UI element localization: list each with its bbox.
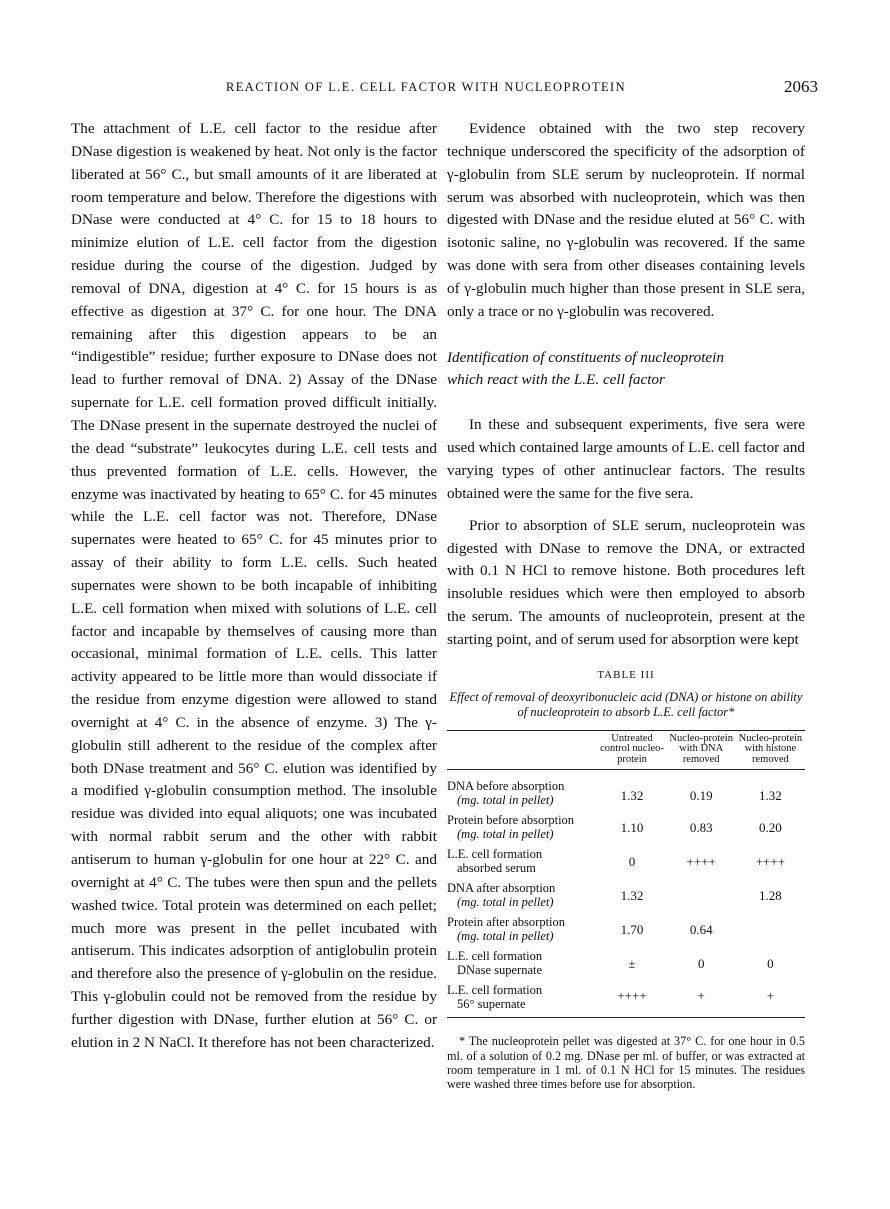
section-heading [447,347,805,393]
left-column [71,118,437,1055]
table-footnote: * The nucleoprotein pellet was digested at 37° C. for one hour in 0.5 ml. of a solution of 0.2 mg. DNase per ml. of buffer, or was extracted at room temperature in 1 ml. of 0.1 N HCl for 15 minutes. The residues were washed three times before use for absorption. [447,1034,805,1092]
table-cell: 0 [767,955,774,971]
table-cell: 0.19 [689,787,713,803]
table-cell: 1.10 [620,819,644,835]
running-head: REACTION OF L.E. CELL FACTOR WITH NUCLEOPROTEIN [226,80,627,94]
row-label: L.E. cell formation absorbed serum [447,847,543,875]
table-column-header: Untreated control nucleo-protein [597,734,666,770]
body-paragraph: The attachment of L.E. cell factor to the residue after DNase digestion is weakened by heat. Not only is the factor liberated at 56° C., but small amounts of it are liberated at room temperature and below. Therefore the digestions with DNase were conducted at 4° C. for 15 to 18 hours to minimize elution of L.E. cell factor from the digestion residue during the course of the digestion. Judged by removal of DNA, digestion at 4° C. for 15 hours is as effective as digestion at 37° C. for one hour. The DNA remaining after this digestion appears to be an “indigestible” residue; further exposure to DNase does not lead to further removal of DNA. 2) Assay of the DNase supernate for L.E. cell formation proved difficult initially. The DNase present in the supernate destroyed the nuclei of the dead “substrate” leukocytes during L.E. cell tests and thus prevented formation of L.E. cells. However, the enzyme was inactivated by heating to 65° C. for 45 minutes while the L.E. cell factor was not. Therefore, DNase supernates were heated to 65° C. for 45 minutes prior to assay of their ability to form L.E. cells. Such heated supernates were shown to be both incapable of inhibiting L.E. cell formation when mixed with solutions of L.E. cell factor and incapable by themselves of causing more than occasional, minimal formation of L.E. cells. This latter activity appeared to be little more than would dissociate if the residue from enzyme digestion were allowed to stand overnight at 4° C. in the absence of enzyme. 3) The γ-globulin still adherent to the residue of the complex after both DNase treatment and 56° C. elution was identified by a modified γ-globulin consumption method. The insoluble residue was divided into equal aliquots; one was incubated with normal rabbit serum and the other with rabbit antiserum to human γ-globulin for one hour at 22° C. and overnight at 4° C. The tubes were then spun and the pellets washed twice. Total protein was determined on each pellet; much more was present in the pellet incubated with antiserum. This indicates adsorption of antiglobulin protein and therefore also the presence of γ-globulin on the residue. This γ-globulin could not be removed from the residue by further digestion with DNase, further elution at 56° C. or elution in 2 N NaCl. It therefore has not been characterized. [71,120,437,1051]
table-caption: TABLE III [597,668,655,681]
table-cell: 0 [628,853,636,869]
table-cell: 1.70 [620,921,644,937]
table-header-blank [447,734,597,770]
table-cell [667,878,736,912]
table-cell: ++++ [597,980,666,1018]
body-paragraph: In these and subsequent experiments, five sera were used which contained large amounts of L.E. cell factor and varying types of other antinuclear factors. The results obtained were the same for the five sera. [447,416,805,502]
table-row [447,878,805,912]
table-cell: 0.20 [759,819,782,835]
table-cell: ± [628,955,636,971]
row-label: Protein after absorption (mg. total in pellet) [447,915,566,943]
page-number: 2063 [784,77,818,96]
table-row [447,844,805,878]
table-cell: 0.83 [689,819,713,835]
body-paragraph: Prior to absorption of SLE serum, nucleoprotein was digested with DNase to remove the DNA, or extracted with 0.1 N HCl to remove histone. Both procedures left insoluble residues which were then employed to absorb the serum. The amounts of nucleoprotein, present at the starting point, and of serum used for absorption were kept [447,516,805,648]
table-row [447,946,805,980]
table-cell: + [736,980,805,1018]
row-label: L.E. cell formation 56° supernate [447,980,597,1018]
row-label: Protein before absorption (mg. total in pellet) [447,813,575,841]
table-row [447,770,805,811]
row-label: DNA before absorption (mg. total in pellet) [447,779,565,807]
row-label: DNA after absorption (mg. total in pellet) [447,881,556,909]
right-column [447,118,805,1092]
table-cell: 1.32 [759,787,782,803]
table-cell: 0 [697,955,705,971]
table-row [447,912,805,946]
table-row [447,980,805,1018]
table-cell: 1.32 [620,887,644,903]
table-row [447,810,805,844]
page-header [0,77,890,104]
table-title: Effect of removal of deoxyribonucleic acid (DNA) or histone on ability of nucleoprotein to absorb L.E. cell factor* [449,689,803,719]
table-cell: ++++ [755,853,786,869]
section-heading-line: which react with the L.E. cell factor [447,371,665,389]
table-cell: 0.64 [689,921,713,937]
section-heading-line: Identification of constituents of nucleoprotein [447,348,724,366]
table-column-header: Nucleo-protein with histone removed [736,734,805,770]
data-table [447,730,805,1019]
row-label: L.E. cell formation DNase supernate [447,949,543,977]
table-cell: 1.32 [620,787,644,803]
table-cell: 1.28 [759,887,782,903]
table-column-header: Nucleo-protein with DNA removed [667,734,736,770]
table-cell [736,912,805,946]
table-cell: + [667,980,736,1018]
table-cell: ++++ [686,853,716,869]
body-paragraph: Evidence obtained with the two step recovery technique underscored the specificity of the adsorption of γ-globulin from SLE serum by nucleoprotein. If normal serum was absorbed with nucleoprotein, which was then digested with DNase and the residue eluted at 56° C. with isotonic saline, no γ-globulin was recovered. If the same was done with sera from other diseases containing levels of γ-globulin much higher than those present in SLE sera, only a trace or no γ-globulin was recovered. [447,120,805,320]
